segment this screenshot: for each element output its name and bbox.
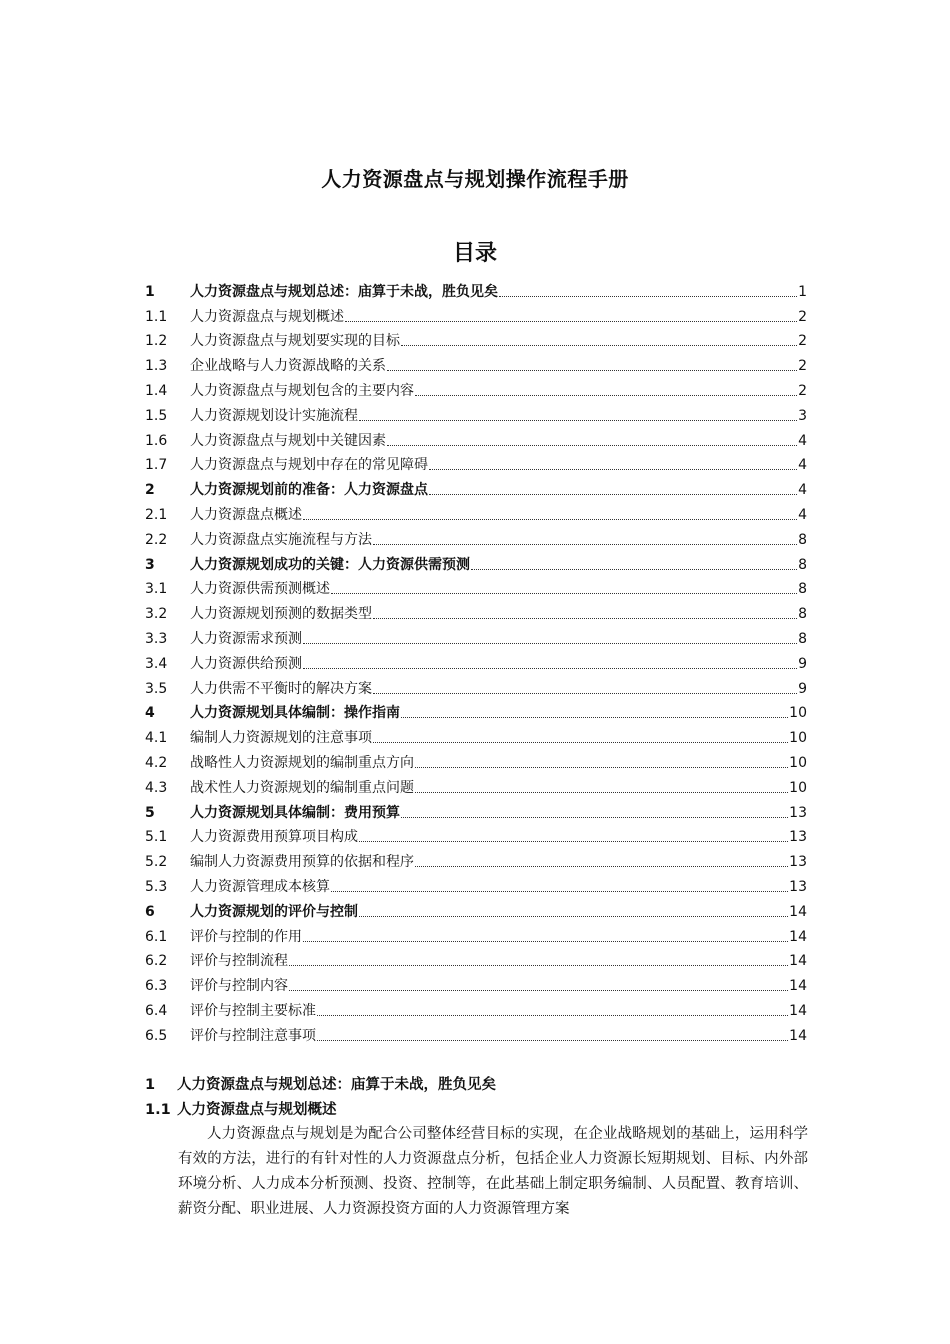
toc-entry-title: 编制人力资源费用预算的依据和程序 xyxy=(190,854,414,871)
toc-entry-number: 5.1 xyxy=(145,829,168,846)
toc-entry-number: 1.3 xyxy=(145,358,168,375)
toc-dot-leader xyxy=(289,964,788,966)
toc-dot-leader xyxy=(317,1039,788,1041)
toc-dot-leader xyxy=(373,617,797,619)
toc-entry-page: 9 xyxy=(798,680,807,697)
toc-entry[interactable] xyxy=(145,871,807,896)
toc-entry-number: 4.2 xyxy=(145,754,168,771)
toc-dot-leader xyxy=(429,468,797,470)
toc-entry[interactable] xyxy=(145,673,807,698)
toc-entry-title: 评价与控制注意事项 xyxy=(190,1027,316,1044)
toc-entry-page: 2 xyxy=(798,333,807,350)
toc-entry[interactable] xyxy=(145,896,807,921)
toc-entry-page: 8 xyxy=(798,531,807,548)
toc-entry-title: 人力资源规划的评价与控制 xyxy=(190,903,358,920)
toc-entry-title: 人力资源规划具体编制：操作指南 xyxy=(190,705,400,722)
toc-entry-number: 1 xyxy=(145,283,155,300)
toc-entry-page: 10 xyxy=(789,730,807,747)
toc-entry-title: 评价与控制流程 xyxy=(190,953,288,970)
toc-entry[interactable] xyxy=(145,474,807,499)
toc-entry-number: 1.6 xyxy=(145,432,168,449)
toc-entry[interactable] xyxy=(145,450,807,475)
toc-entry[interactable] xyxy=(145,276,807,301)
toc-entry-page: 13 xyxy=(789,854,807,871)
toc-entry-title: 人力供需不平衡时的解决方案 xyxy=(190,680,372,697)
toc-entry-page: 14 xyxy=(789,903,807,920)
toc-entry-page: 10 xyxy=(789,754,807,771)
toc-entry-title: 人力资源盘点与规划要实现的目标 xyxy=(190,333,400,350)
toc-entry-number: 3.5 xyxy=(145,680,168,697)
toc-entry-title: 人力资源管理成本核算 xyxy=(190,878,330,895)
toc-entry-number: 3.2 xyxy=(145,606,168,623)
toc-entry-title: 人力资源规划具体编制：费用预算 xyxy=(190,804,400,821)
toc-entry-page: 4 xyxy=(798,432,807,449)
section-title: 人力资源盘点与规划概述 xyxy=(177,1102,337,1118)
toc-entry-number: 5.2 xyxy=(145,854,168,871)
toc-entry-number: 4 xyxy=(145,705,155,722)
toc-entry-number: 2.2 xyxy=(145,531,168,548)
toc-entry-number: 6.5 xyxy=(145,1027,168,1044)
toc-entry-number: 4.1 xyxy=(145,730,168,747)
toc-dot-leader xyxy=(401,716,788,718)
toc-dot-leader xyxy=(359,419,797,421)
toc-entry-page: 8 xyxy=(798,556,807,573)
toc-entry-page: 14 xyxy=(789,978,807,995)
toc-entry-title: 编制人力资源规划的注意事项 xyxy=(190,730,372,747)
table-of-contents xyxy=(145,276,807,1045)
toc-dot-leader xyxy=(415,791,788,793)
toc-entry-page: 13 xyxy=(789,804,807,821)
toc-entry[interactable] xyxy=(145,921,807,946)
toc-entry-page: 4 xyxy=(798,482,807,499)
toc-entry[interactable] xyxy=(145,797,807,822)
toc-entry[interactable] xyxy=(145,772,807,797)
section-title: 人力资源盘点与规划总述：庙算于未战，胜负见矣 xyxy=(177,1077,496,1093)
toc-entry-page: 8 xyxy=(798,581,807,598)
toc-dot-leader xyxy=(317,1014,788,1016)
section-number: 1 xyxy=(145,1077,156,1093)
toc-entry-page: 4 xyxy=(798,457,807,474)
toc-entry-title: 战略性人力资源规划的编制重点方向 xyxy=(190,754,414,771)
toc-dot-leader xyxy=(415,865,788,867)
toc-dot-leader xyxy=(429,493,797,495)
toc-entry-number: 1.5 xyxy=(145,407,168,424)
toc-entry[interactable] xyxy=(145,995,807,1020)
toc-entry-number: 1.2 xyxy=(145,333,168,350)
document-title: 人力资源盘点与规划操作流程手册 xyxy=(321,167,629,191)
toc-entry-title: 人力资源规划成功的关键：人力资源供需预测 xyxy=(190,556,470,573)
toc-dot-leader xyxy=(387,444,797,446)
toc-entry[interactable] xyxy=(145,400,807,425)
toc-entry-number: 5 xyxy=(145,804,155,821)
toc-entry-page: 10 xyxy=(789,705,807,722)
toc-entry[interactable] xyxy=(145,499,807,524)
toc-dot-leader xyxy=(499,295,797,297)
toc-entry[interactable] xyxy=(145,846,807,871)
toc-entry-title: 评价与控制主要标准 xyxy=(190,1002,316,1019)
toc-entry-title: 人力资源盘点与规划总述：庙算于未战，胜负见矣 xyxy=(190,283,498,300)
toc-entry-number: 1.7 xyxy=(145,457,168,474)
toc-entry[interactable] xyxy=(145,1020,807,1045)
toc-entry[interactable] xyxy=(145,375,807,400)
section-number: 1.1 xyxy=(145,1102,171,1118)
toc-entry-page: 8 xyxy=(798,630,807,647)
toc-entry-page: 14 xyxy=(789,928,807,945)
toc-entry-title: 人力资源规划设计实施流程 xyxy=(190,407,358,424)
toc-entry[interactable] xyxy=(145,698,807,723)
toc-dot-leader xyxy=(289,989,788,991)
toc-entry-title: 人力资源供给预测 xyxy=(190,655,302,672)
toc-entry-title: 人力资源需求预测 xyxy=(190,630,302,647)
toc-dot-leader xyxy=(303,667,797,669)
toc-entry-number: 2.1 xyxy=(145,506,168,523)
toc-entry-number: 1.4 xyxy=(145,382,168,399)
toc-entry[interactable] xyxy=(145,822,807,847)
toc-dot-leader xyxy=(401,816,788,818)
toc-entry-page: 3 xyxy=(798,407,807,424)
toc-entry-number: 6.4 xyxy=(145,1002,168,1019)
toc-entry[interactable] xyxy=(145,747,807,772)
toc-entry-title: 评价与控制的作用 xyxy=(190,928,302,945)
toc-entry-page: 10 xyxy=(789,779,807,796)
toc-entry-number: 1.1 xyxy=(145,308,168,325)
toc-dot-leader xyxy=(359,840,788,842)
toc-entry-page: 4 xyxy=(798,506,807,523)
toc-dot-leader xyxy=(471,568,797,570)
toc-entry-page: 2 xyxy=(798,308,807,325)
toc-entry-title: 人力资源盘点与规划中存在的常见障碍 xyxy=(190,457,428,474)
toc-dot-leader xyxy=(303,940,788,942)
toc-entry-number: 3.3 xyxy=(145,630,168,647)
toc-entry-title: 企业战略与人力资源战略的关系 xyxy=(190,358,386,375)
toc-dot-leader xyxy=(401,344,797,346)
toc-entry-page: 9 xyxy=(798,655,807,672)
toc-entry-title: 战术性人力资源规划的编制重点问题 xyxy=(190,779,414,796)
toc-entry-number: 6.3 xyxy=(145,978,168,995)
toc-entry-number: 3 xyxy=(145,556,155,573)
toc-entry-title: 人力资源盘点概述 xyxy=(190,506,302,523)
toc-entry-title: 人力资源盘点与规划包含的主要内容 xyxy=(190,382,414,399)
toc-entry[interactable] xyxy=(145,946,807,971)
toc-entry-number: 2 xyxy=(145,482,155,499)
toc-entry[interactable] xyxy=(145,970,807,995)
toc-entry-number: 4.3 xyxy=(145,779,168,796)
section-heading-1 xyxy=(145,1073,807,1094)
toc-entry[interactable] xyxy=(145,574,807,599)
section-heading-1-1 xyxy=(145,1098,807,1119)
toc-dot-leader xyxy=(373,692,797,694)
toc-entry[interactable] xyxy=(145,326,807,351)
toc-entry-page: 1 xyxy=(798,283,807,300)
toc-entry-title: 人力资源盘点与规划概述 xyxy=(190,308,344,325)
toc-entry-title: 人力资源盘点与规划中关键因素 xyxy=(190,432,386,449)
body-paragraph: 人力资源盘点与规划是为配合公司整体经营目标的实现，在企业战略规划的基础上，运用科学有效的方法，进行的有针对性的人力资源盘点分析，包括企业人力资源长短期规划、目标、内外部环境分析、人力成本分析预测、投资、控制等，在此基础上制定职务编制、人员配置、教育培训、薪资分配、职业进展、人力资源投资方面的人力资源管理方案 xyxy=(178,1126,808,1217)
toc-entry[interactable] xyxy=(145,598,807,623)
toc-dot-leader xyxy=(345,320,797,322)
toc-dot-leader xyxy=(373,543,797,545)
toc-entry-page: 13 xyxy=(789,829,807,846)
toc-entry[interactable] xyxy=(145,549,807,574)
toc-entry[interactable] xyxy=(145,648,807,673)
toc-entry-number: 6.1 xyxy=(145,928,168,945)
toc-entry-page: 2 xyxy=(798,358,807,375)
toc-dot-leader xyxy=(359,915,788,917)
toc-entry-number: 3.4 xyxy=(145,655,168,672)
toc-entry-title: 人力资源费用预算项目构成 xyxy=(190,829,358,846)
toc-dot-leader xyxy=(387,369,797,371)
toc-entry-number: 6.2 xyxy=(145,953,168,970)
toc-entry[interactable] xyxy=(145,722,807,747)
toc-dot-leader xyxy=(331,592,797,594)
toc-entry-page: 13 xyxy=(789,878,807,895)
toc-entry-page: 14 xyxy=(789,1002,807,1019)
toc-entry-page: 2 xyxy=(798,382,807,399)
toc-entry-page: 8 xyxy=(798,606,807,623)
toc-entry-number: 3.1 xyxy=(145,581,168,598)
toc-entry-page: 14 xyxy=(789,953,807,970)
toc-entry[interactable] xyxy=(145,524,807,549)
toc-entry-title: 人力资源规划前的准备：人力资源盘点 xyxy=(190,482,428,499)
toc-dot-leader xyxy=(415,394,797,396)
toc-entry-title: 人力资源供需预测概述 xyxy=(190,581,330,598)
toc-entry-number: 5.3 xyxy=(145,878,168,895)
toc-dot-leader xyxy=(303,518,797,520)
toc-entry[interactable] xyxy=(145,301,807,326)
toc-entry-title: 评价与控制内容 xyxy=(190,978,288,995)
toc-entry-title: 人力资源规划预测的数据类型 xyxy=(190,606,372,623)
toc-entry[interactable] xyxy=(145,623,807,648)
toc-entry-page: 14 xyxy=(789,1027,807,1044)
toc-entry[interactable] xyxy=(145,425,807,450)
toc-dot-leader xyxy=(415,766,788,768)
toc-dot-leader xyxy=(303,642,797,644)
toc-heading: 目录 xyxy=(452,241,497,266)
toc-dot-leader xyxy=(331,890,788,892)
toc-entry-number: 6 xyxy=(145,903,155,920)
toc-dot-leader xyxy=(373,741,788,743)
toc-entry[interactable] xyxy=(145,350,807,375)
toc-entry-title: 人力资源盘点实施流程与方法 xyxy=(190,531,372,548)
